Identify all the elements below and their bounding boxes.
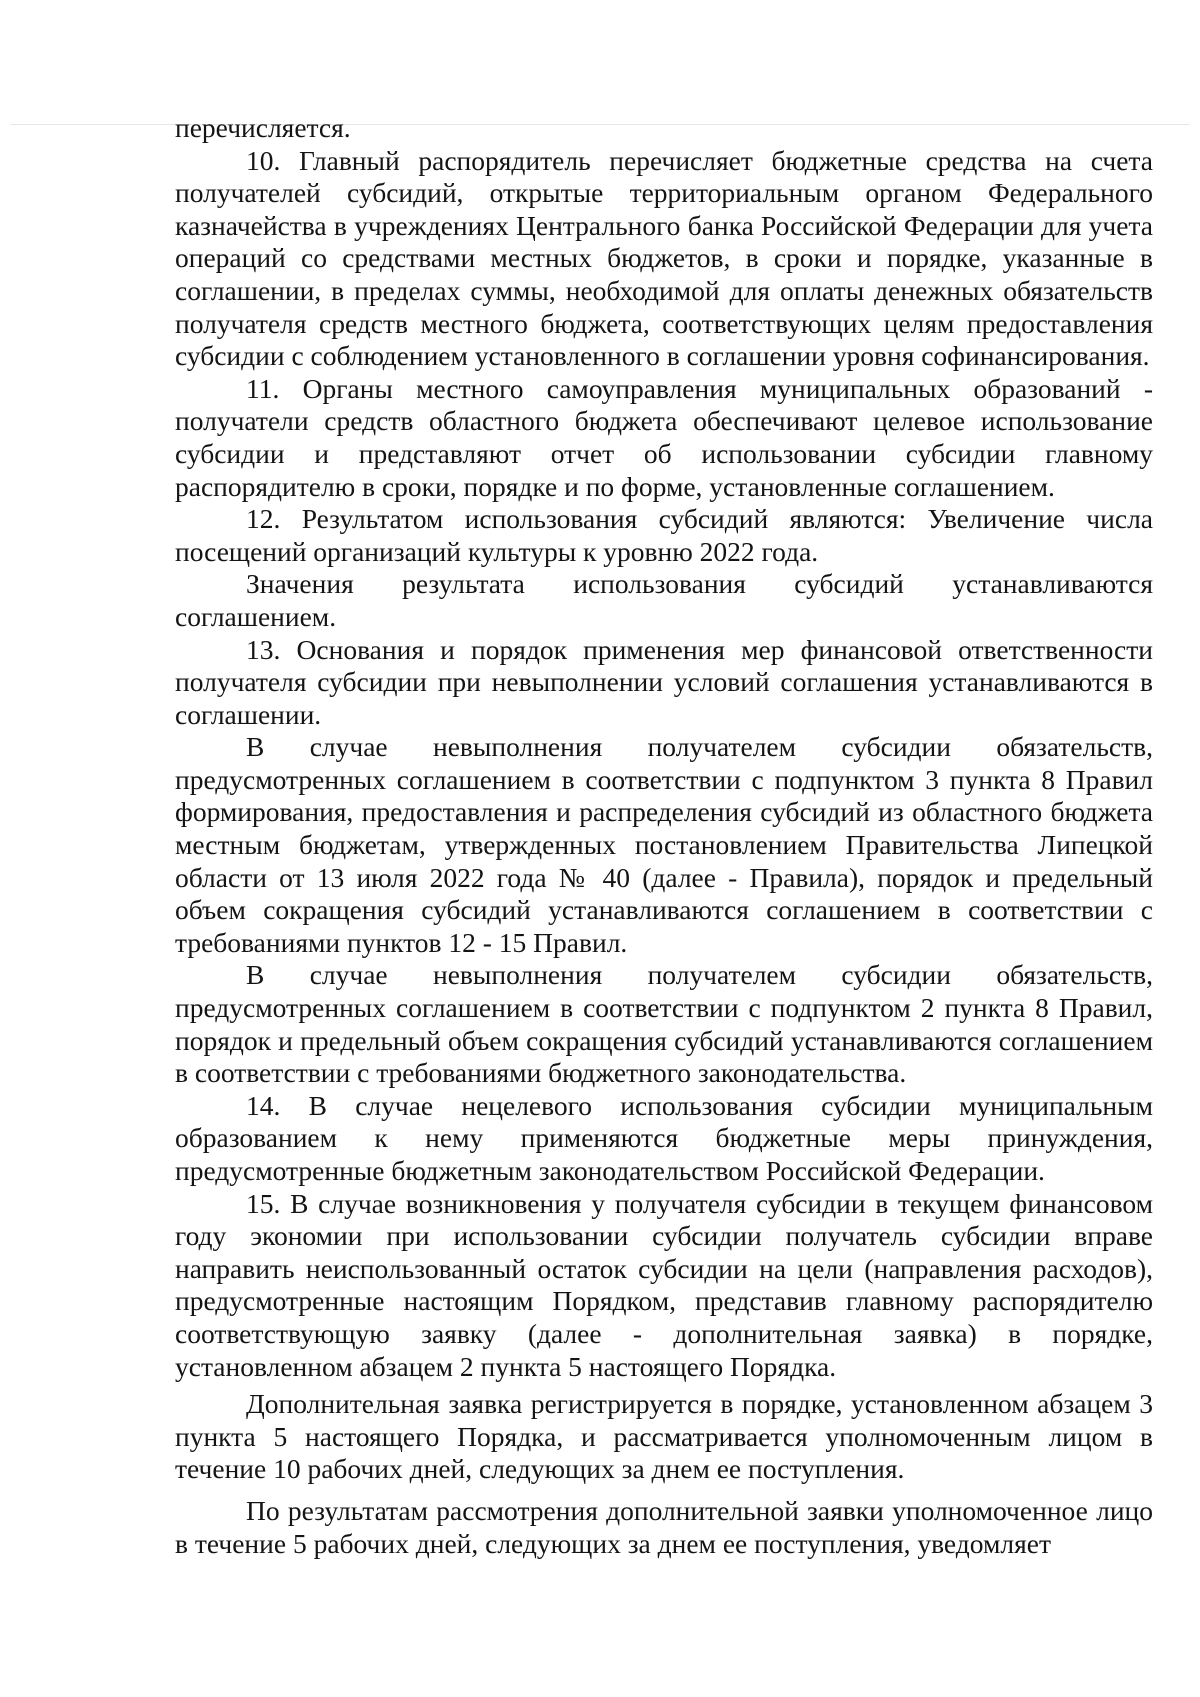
paragraph-result-values: Значения результата использования субсидий устанавливаются соглашением. — [175, 568, 1153, 632]
paragraph-item-11: 11. Органы местного самоуправления муниципальных образований - получатели средств областного бюджета обеспечивают целевое использование субсидии и представляют отчет об использовании субсидии главному распорядителю в сроки, порядке и по форме, установленные соглашением. — [175, 372, 1153, 502]
paragraph-additional-request: Дополнительная заявка регистрируется в порядке, установленном абзацем 3 пункта 5 настоящего Порядка, и рассматривается уполномоченным лицом в течение 10 рабочих дней, следующих за днем ее поступления. — [175, 1388, 1153, 1485]
paragraph-item-13: 13. Основания и порядок применения мер финансовой ответственности получателя субсидии при невыполнении условий соглашения устанавливаются в соглашении. — [175, 633, 1153, 730]
paragraph-item-13-case-2: В случае невыполнения получателем субсидии обязательств, предусмотренных соглашением в соответствии с подпунктом 2 пункта 8 Правил, порядок и предельный объем сокращения субсидий устанавливаются соглашением в соответствии с требованиями бюджетного законодательства. — [175, 959, 1153, 1089]
paragraph-item-13-case-1: В случае невыполнения получателем субсидии обязательств, предусмотренных соглашением в соответствии с подпунктом 3 пункта 8 Правил формирования, предоставления и распределения субсидий из областного бюджета местным бюджетам, утвержденных постановлением Правительства Липецкой области от 13 июля 2022 года № 40 (далее - Правила), порядок и предельный объем сокращения субсидий устанавливаются соглашением в соответствии с требованиями пунктов 12 - 15 Правил. — [175, 731, 1153, 958]
paragraph-item-12: 12. Результатом использования субсидий являются: Увеличение числа посещений организаций культуры к уровню 2022 года. — [175, 503, 1153, 567]
paragraph-review-results: По результатам рассмотрения дополнительной заявки уполномоченное лицо в течение 5 рабочих дней, следующих за днем ее поступления, уведомляет — [175, 1494, 1153, 1559]
document-body — [175, 112, 1153, 1560]
paragraph-item-15: 15. В случае возникновения у получателя субсидии в текущем финансовом году экономии при использовании субсидии получатель субсидии вправе направить неиспользованный остаток субсидии на цели (направления расходов), предусмотренные настоящим Порядком, представив главному распорядителю соответствующую заявку (далее - дополнительная заявка) в порядке, установленном абзацем 2 пункта 5 настоящего Порядка. — [175, 1187, 1153, 1382]
paragraph-continuation: перечисляется. — [175, 112, 351, 143]
paragraph-item-10: 10. Главный распорядитель перечисляет бюджетные средства на счета получателей субсидий, открытые территориальным органом Федерального казначейства в учреждениях Центрального банка Российской Федерации для учета операций со средствами местных бюджетов, в сроки и порядке, указанные в соглашении, в пределах суммы, необходимой для оплаты денежных обязательств получателя средств местного бюджета, соответствующих целям предоставления субсидии с соблюдением установленного в соглашении уровня софинансирования. — [175, 144, 1153, 372]
paragraph-item-14: 14. В случае нецелевого использования субсидии муниципальным образованием к нему применяются бюджетные меры принуждения, предусмотренные бюджетным законодательством Российской Федерации. — [175, 1089, 1153, 1186]
